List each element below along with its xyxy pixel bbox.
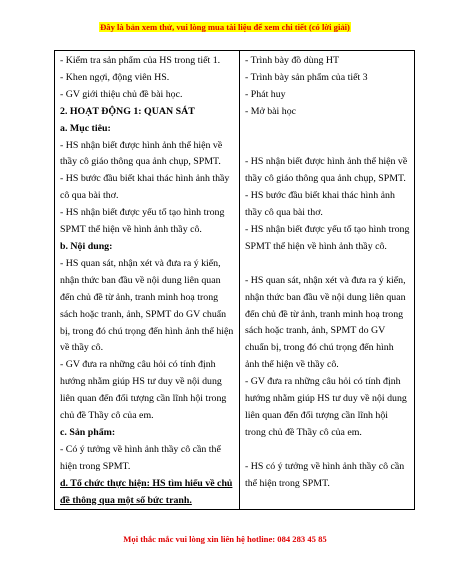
paragraph: - Mở bài học [245,105,297,117]
paragraph: - GV đưa ra những câu hỏi có tính định hướng nhằm giúp HS tư duy về nội dung liên quan đến đối tượng cần lĩnh hội trong chủ đề Thầy cô của em. [245,376,407,438]
student-activity-column [240,51,415,510]
paragraph: - HS nhận biết được yếu tố tạo hình trong SPMT thể hiện về hình ảnh thầy cô. [60,207,225,236]
paragraph: - GV đưa ra những câu hỏi có tính định hướng nhằm giúp HS tư duy về nội dung liên quan đến đối tượng cần lĩnh hội trong chủ đề Thầy cô của em. [60,359,227,422]
section-heading: b. Nội dung: [60,240,113,252]
paragraph: - HS bước đầu biết khai thác hình ảnh thầy cô qua bài thơ. [60,173,230,202]
section-heading: d. Tổ chức thực hiện: HS tìm hiểu về chủ đề thông qua một số bức tranh. [60,477,233,506]
paragraph: - Khen ngợi, động viên HS. [60,71,170,83]
teacher-activity-column [55,51,240,510]
lesson-table [54,50,415,510]
preview-notice-banner [0,22,450,32]
paragraph: - HS bước đầu biết khai thác hình ảnh thầy cô qua bài thơ. [245,190,395,219]
section-heading: 2. HOẠT ĐỘNG 1: QUAN SÁT [60,105,195,117]
paragraph: - Có ý tưởng về hình ảnh thầy cô cần thể hiện trong SPMT. [60,443,221,472]
paragraph: - GV giới thiệu chủ đề bài học. [60,88,183,100]
paragraph: - HS nhận biết được hình ảnh thể hiện về thầy cô giáo thông qua ảnh chụp, SPMT. [60,139,223,168]
section-heading: a. Mục tiêu: [60,122,111,134]
hotline-notice: Mọi thắc mắc vui lòng xin liên hệ hotline: 084 283 45 85 [123,534,327,544]
paragraph: - HS quan sát, nhận xét và đưa ra ý kiến, nhận thức ban đầu về nội dung liên quan đến chủ đề từ ảnh, tranh minh hoạ trong sách hoặc tranh, ảnh, SPMT do GV chuẩn bị, trong đó chú trọng đến hình ảnh thể hiện về thầy cô. [245,274,406,371]
paragraph: - Kiểm tra sản phẩm của HS trong tiết 1. [60,55,221,66]
paragraph: - HS quan sát, nhận xét và đưa ra ý kiến, nhận thức ban đầu về nội dung liên quan đến chủ đề từ ảnh, tranh minh hoạ trong sách hoặc tranh, ảnh, SPMT do GV chuẩn bị, trong đó chú trọng đến hình ảnh thể hiện về thầy cô. [60,257,234,354]
paragraph: - Phát huy [245,88,286,100]
paragraph: - HS nhận biết được hình ảnh thể hiện về thầy cô giáo thông qua ảnh chụp, SPMT. [245,156,408,185]
paragraph: - Trình bày sản phẩm của tiết 3 [245,71,368,83]
paragraph: - Trình bày đồ dùng HT [245,55,340,66]
preview-notice-text: Đây là bản xem thử, vui lòng mua tài liệu để xem chi tiết (có lời giải) [100,22,350,32]
paragraph: - HS nhận biết được yếu tố tạo hình trong SPMT thể hiện về hình ảnh thầy cô. [245,224,410,252]
section-heading: c. Sản phẩm: [60,426,116,438]
table-row [55,51,415,510]
paragraph: - HS có ý tưởng về hình ảnh thầy cô cần thể hiện trong SPMT. [245,460,405,489]
